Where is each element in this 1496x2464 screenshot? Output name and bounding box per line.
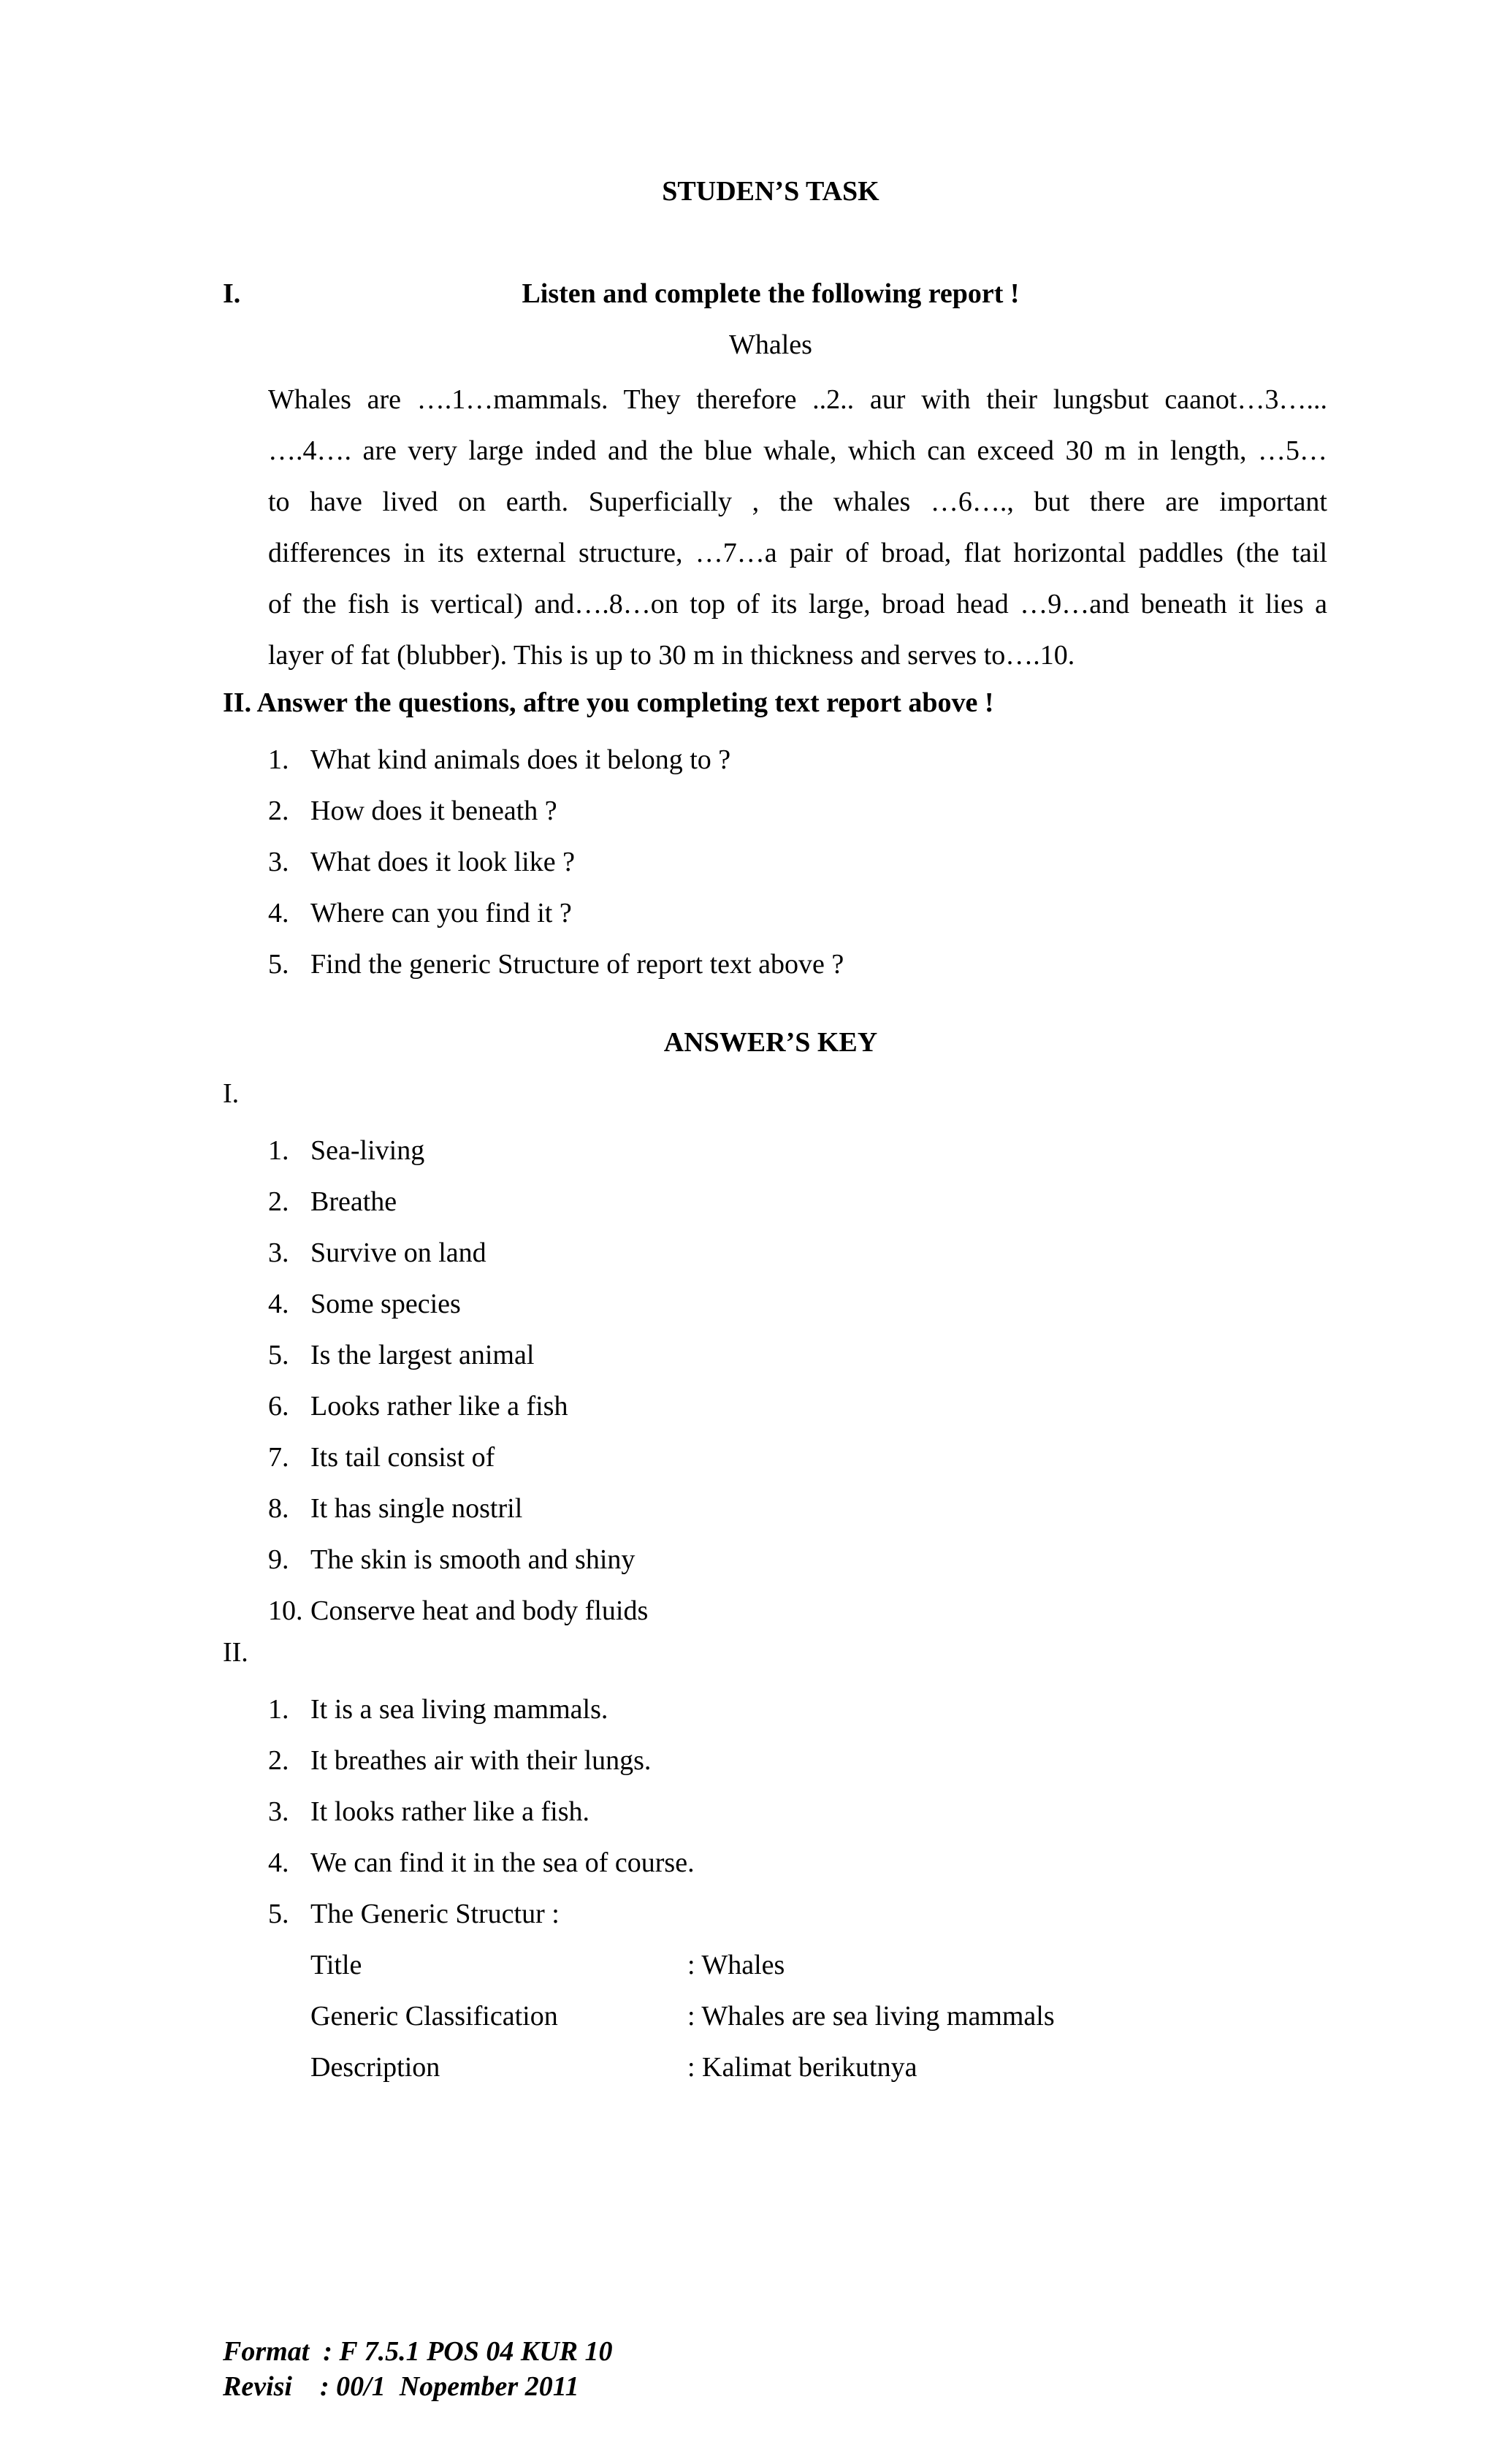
document-page: STUDEN’S TASK I. Listen and complete the following report ! Whales Whales are ….1…mammals. They therefore ..2.. aur with their lungsbut caanot…3…... ….4…. are very large inded and the blue whale, which can exceed 30 m in length, …5… to have lived on earth. Superficially , the whales …6…., but there are important differences in its external structure, …7…a pair of broad, flat horizontal paddles (the tail of the fish is vertical) and….8…on top of its large, broad head …9…and beneath it lies a layer of fat (blubber). This is up to 30 m in thickness and serves to….10. II. Answer the questions, aftre you completing text report above ! 1. What kind animals does it belong to ? 2. How does it beneath ? 3. What does it look like ? 4. Where can you find it ? 5. Find the generic Structure of report text above ? ANSWER’S KEY I. 1. Sea-living 2. Breathe 3. Survive on land 4. Some species 5. Is the largest animal 6. Looks rather like a fish 7. Its tail consist of 8. It has single nostril 9. The skin is smooth and shiny 10. Conserve heat and body fluids II. 1. It is a sea living mammals. 2. It breathes air with their lungs. 3. It looks rather like a fish. 4. We can find it in the sea of course. 5. The Generic Structur : Title : Whales Generic Classification : Whales are sea living mammals Description : Kalimat berikutnya Format : F 7.5.1 POS 04 KUR 10 Revisi : 00/1 Nopember 2011 — [0, 0, 1496, 2464]
answer-part-2-label: II. — [223, 1637, 248, 1668]
report-line: differences in its external structure, …7…a pair of broad, flat horizontal paddles (the tail — [268, 538, 1327, 568]
section-1-numeral: I. — [223, 278, 241, 309]
page-title: STUDEN’S TASK — [662, 176, 879, 207]
section-1-heading: Listen and complete the following report ! — [522, 278, 1020, 309]
report-line: to have lived on earth. Superficially , the whales …6…., but there are important — [268, 487, 1327, 517]
report-paragraph — [268, 374, 1327, 681]
section-2-heading: II. Answer the questions, aftre you completing text report above ! — [223, 687, 994, 718]
report-line: Whales are ….1…mammals. They therefore ..2.. aur with their lungsbut caanot…3…... — [268, 384, 1327, 415]
answer-key-title: ANSWER’S KEY — [663, 1027, 878, 1058]
answer-part-1-label: I. — [223, 1078, 240, 1109]
footer-revision: Revisi : 00/1 Nopember 2011 — [223, 2371, 579, 2402]
footer-format: Format : F 7.5.1 POS 04 KUR 10 — [223, 2336, 613, 2367]
report-line: of the fish is vertical) and….8…on top of its large, broad head …9…and beneath it lies a — [268, 589, 1327, 619]
report-title: Whales — [729, 329, 812, 360]
report-line: layer of fat (blubber). This is up to 30 m in thickness and serves to….10. — [268, 640, 1075, 671]
report-line: ….4…. are very large inded and the blue whale, which can exceed 30 m in length, …5… — [268, 435, 1327, 466]
